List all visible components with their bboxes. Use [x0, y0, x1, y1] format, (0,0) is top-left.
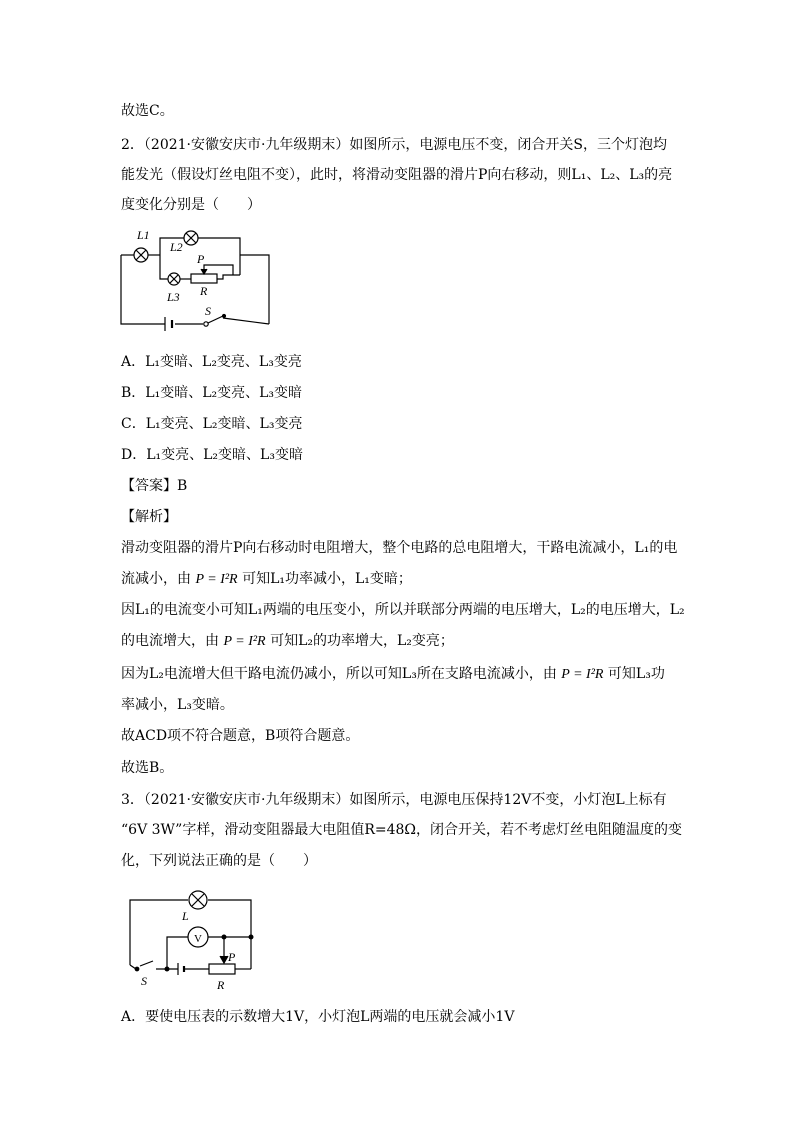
answer-line: 【答案】B — [121, 478, 188, 494]
circuit1-label-r: R — [200, 284, 208, 298]
circuit1-label-s: S — [205, 304, 211, 318]
text-segment: 可知L₂的功率增大，L₂变亮； — [270, 633, 454, 649]
analysis-text — [121, 569, 412, 590]
option-b: B．L₁变暗、L₂变亮、L₃变暗 — [121, 385, 303, 401]
text-segment: 的电流增大，由 — [121, 633, 219, 649]
circuit2-label-v: V — [194, 933, 202, 945]
analysis-heading: 【解析】 — [121, 509, 177, 525]
question-2-stem: 2．（2021·安徽安庆市·九年级期末）如图所示，电源电压不变，闭合开关S，三个灯泡均 — [121, 137, 668, 153]
circuit2-label-r: R — [217, 978, 225, 992]
question-3-stem: “6V 3W”字样，滑动变阻器最大电阻值R=48Ω，闭合开关，若不考虑灯丝电阻随温度的变 — [121, 822, 683, 838]
text-line: 故选C。 — [121, 103, 174, 119]
question-2-stem: 度变化分别是（ ） — [121, 197, 261, 213]
circuit2-label-s: S — [141, 974, 147, 988]
formula: P = I²R — [561, 667, 604, 682]
analysis-text — [121, 631, 454, 652]
option-c: C．L₁变亮、L₂变暗、L₃变亮 — [121, 416, 303, 432]
circuit1-label-p: P — [197, 252, 205, 266]
option-a: A．L₁变暗、L₂变亮、L₃变亮 — [121, 354, 302, 370]
option-a: A．要使电压表的示数增大1V，小灯泡L两端的电压就会减小1V — [121, 1009, 515, 1025]
formula: P = I²R — [195, 572, 238, 587]
analysis-text: 故选B。 — [121, 760, 174, 776]
analysis-text: 率减小，L₃变暗。 — [121, 697, 234, 713]
text-segment: 因为L₂电流增大但干路电流仍减小，所以可知L₃所在支路电流减小，由 — [121, 666, 557, 682]
circuit-diagram-2 — [120, 885, 270, 995]
circuit1-label-l2: L2 — [170, 240, 183, 254]
circuit1-label-l1: L1 — [137, 228, 150, 242]
analysis-text: 因L₁的电流变小可知L₁两端的电压变小，所以并联部分两端的电压增大，L₂的电压增大，L₂ — [121, 602, 685, 618]
circuit1-label-l3: L3 — [167, 290, 180, 304]
question-3-stem: 3．（2021·安徽安庆市·九年级期末）如图所示，电源电压保持12V不变，小灯泡L上标有 — [121, 792, 667, 808]
text-segment: 可知L₃功 — [607, 666, 665, 682]
formula: P = I²R — [223, 634, 266, 649]
text-segment: 流减小，由 — [121, 571, 191, 587]
question-2-stem: 能发光（假设灯丝电阻不变），此时，将滑动变阻器的滑片P向右移动，则L₁、L₂、L₃的亮 — [121, 167, 673, 183]
analysis-text — [121, 664, 665, 685]
circuit2-label-p: P — [228, 950, 236, 964]
analysis-text: 故ACD项不符合题意，B项符合题意。 — [121, 728, 360, 744]
circuit-diagram-1 — [115, 225, 280, 335]
option-d: D．L₁变亮、L₂变暗、L₃变暗 — [121, 447, 303, 463]
circuit2-label-l: L — [182, 909, 189, 923]
text-segment: 可知L₁功率减小，L₁变暗； — [242, 571, 412, 587]
question-3-stem: 化，下列说法正确的是（ ） — [121, 853, 317, 869]
analysis-text: 滑动变阻器的滑片P向右移动时电阻增大，整个电路的总电阻增大，干路电流减小，L₁的电 — [121, 540, 678, 556]
